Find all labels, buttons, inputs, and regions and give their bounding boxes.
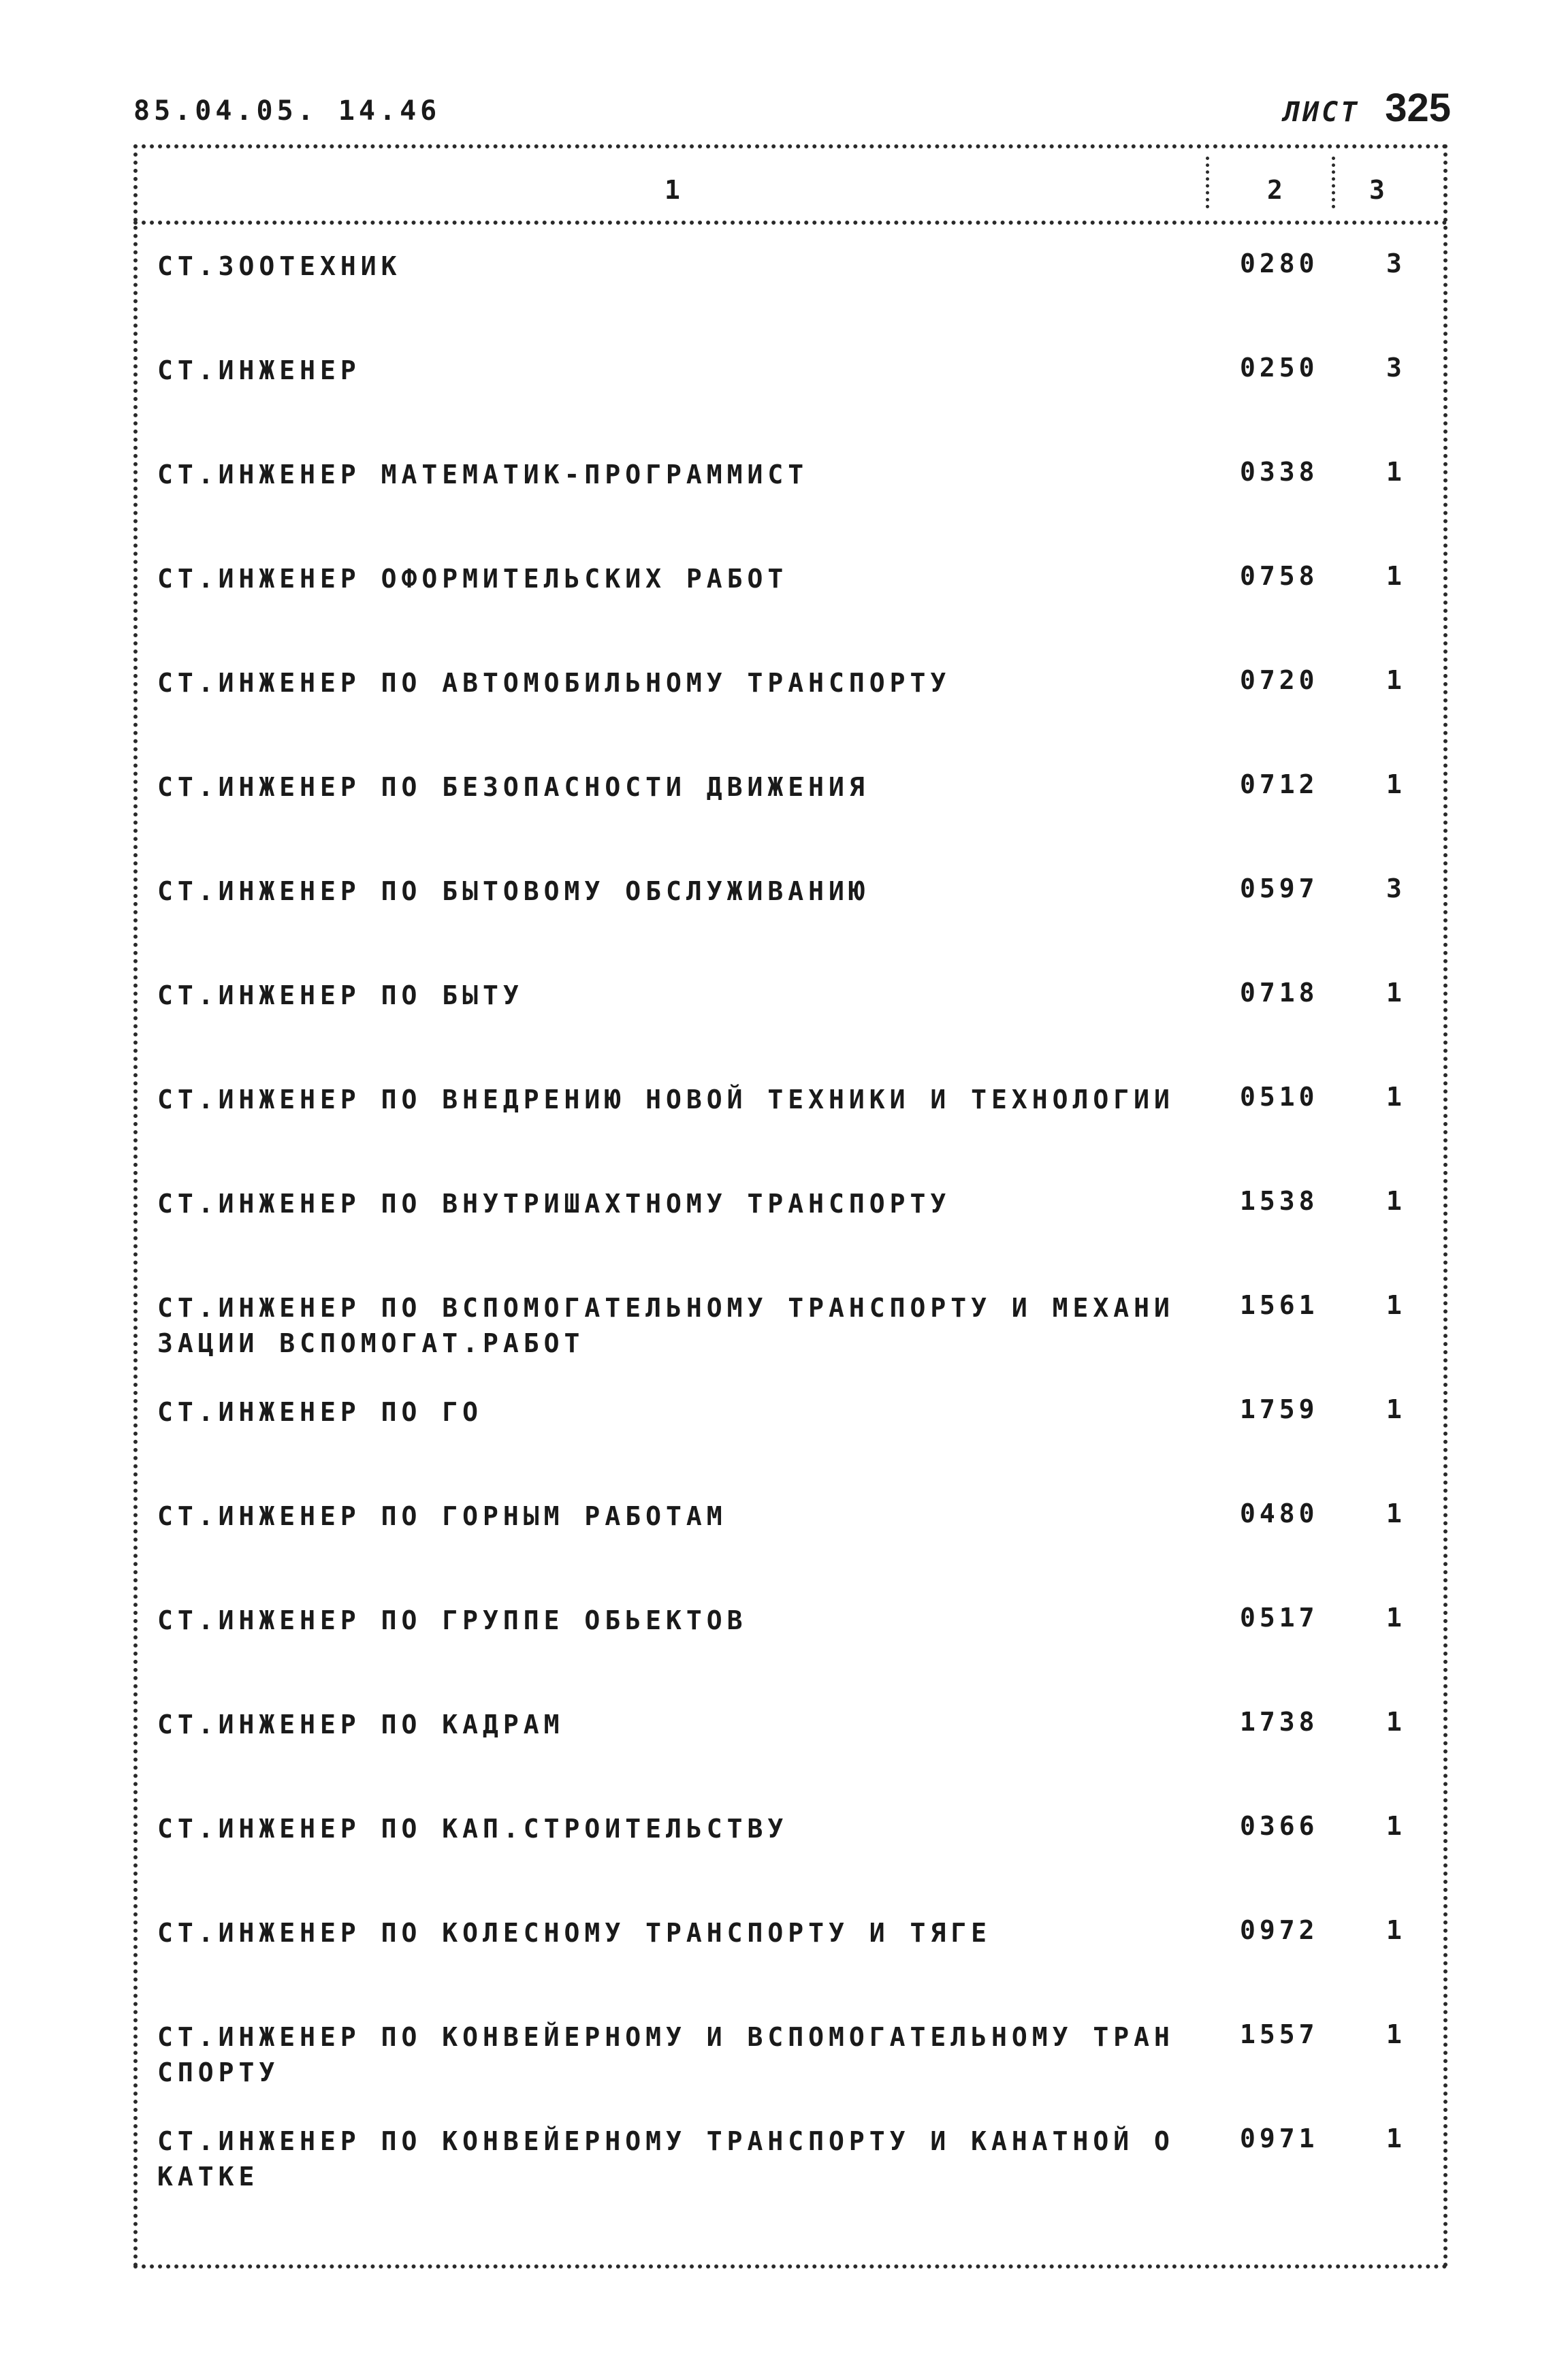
position-name: СТ.ИНЖЕНЕР МАТЕМАТИК-ПРОГРАММИСТ [157, 460, 809, 490]
position-category: 1 [1386, 1394, 1407, 1424]
table-row [133, 641, 1447, 746]
print-datetime: 85.04.05. 14.46 [133, 95, 441, 127]
position-code: 1561 [1240, 1290, 1319, 1320]
position-category: 1 [1386, 2019, 1407, 2049]
position-code: 0517 [1240, 1603, 1319, 1633]
position-name: СТ.ИНЖЕНЕР ПО ВСПОМОГАТЕЛЬНОМУ ТРАНСПОРТУ И МЕХАНИ ЗАЦИИ ВСПОМОГАТ.РАБОТ [157, 1293, 1174, 1358]
position-code: 0971 [1240, 2123, 1319, 2153]
table-row [133, 1162, 1447, 1266]
sheet-number: 325 [1385, 86, 1452, 130]
position-code: 0280 [1240, 249, 1319, 278]
position-name: СТ.ИНЖЕНЕР ПО КАДРАМ [157, 1710, 564, 1740]
table-row [133, 850, 1447, 954]
position-code: 0758 [1240, 561, 1319, 591]
sheet-header [1283, 85, 1451, 131]
position-name: СТ.ИНЖЕНЕР ПО БЫТУ [157, 980, 524, 1010]
position-name: СТ.ИНЖЕНЕР [157, 355, 361, 385]
position-code: 0510 [1240, 1082, 1319, 1112]
position-name: СТ.ИНЖЕНЕР ПО ГОРНЫМ РАБОТАМ [157, 1501, 727, 1531]
position-category: 1 [1386, 665, 1407, 695]
position-code: 0250 [1240, 353, 1319, 383]
position-category: 1 [1386, 1707, 1407, 1737]
position-name: СТ.ИНЖЕНЕР ПО КАП.СТРОИТЕЛЬСТВУ [157, 1814, 788, 1844]
position-name: СТ.ИНЖЕНЕР ПО КОЛЕСНОМУ ТРАНСПОРТУ И ТЯГЕ [157, 1918, 991, 1948]
position-category: 3 [1386, 353, 1407, 383]
table-row [133, 329, 1447, 433]
column-divider [1332, 157, 1335, 208]
position-code: 0338 [1240, 457, 1319, 487]
table-row [133, 1787, 1447, 1891]
table-row [133, 433, 1447, 537]
position-category: 3 [1386, 874, 1407, 903]
position-name: СТ.ИНЖЕНЕР ПО ВНЕДРЕНИЮ НОВОЙ ТЕХНИКИ И ТЕХНОЛОГИИ [157, 1085, 1174, 1115]
position-name: СТ.ИНЖЕНЕР ПО ВНУТРИШАХТНОМУ ТРАНСПОРТУ [157, 1189, 951, 1219]
position-category: 1 [1386, 978, 1407, 1008]
position-name: СТ.ИНЖЕНЕР ПО АВТОМОБИЛЬНОМУ ТРАНСПОРТУ [157, 668, 951, 698]
position-category: 3 [1386, 249, 1407, 278]
position-name: СТ.ИНЖЕНЕР ПО БЕЗОПАСНОСТИ ДВИЖЕНИЯ [157, 772, 869, 802]
table-row [133, 954, 1447, 1058]
position-code: 0720 [1240, 665, 1319, 695]
position-category: 1 [1386, 457, 1407, 487]
table-row [133, 1996, 1447, 2100]
position-code: 1557 [1240, 2019, 1319, 2049]
table-row [133, 1266, 1447, 1371]
position-category: 1 [1386, 1082, 1407, 1112]
position-name: СТ.ИНЖЕНЕР ОФОРМИТЕЛЬСКИХ РАБОТ [157, 564, 788, 594]
position-name: СТ.ИНЖЕНЕР ПО ГО [157, 1397, 483, 1427]
position-name: СТ.ИНЖЕНЕР ПО КОНВЕЙЕРНОМУ ТРАНСПОРТУ И КАНАТНОЙ О КАТКЕ [157, 2126, 1174, 2192]
column-header-1: 1 [665, 175, 680, 205]
table-row [133, 225, 1447, 329]
position-name: СТ.ЗООТЕХНИК [157, 251, 402, 281]
position-category: 1 [1386, 1811, 1407, 1841]
position-name: СТ.ИНЖЕНЕР ПО КОНВЕЙЕРНОМУ И ВСПОМОГАТЕЛЬНОМУ ТРАН СПОРТУ [157, 2022, 1174, 2087]
table-row [133, 1475, 1447, 1579]
table-row [133, 1891, 1447, 1996]
position-name: СТ.ИНЖЕНЕР ПО ГРУППЕ ОБЬЕКТОВ [157, 1605, 748, 1635]
position-name: СТ.ИНЖЕНЕР ПО БЫТОВОМУ ОБСЛУЖИВАНИЮ [157, 876, 869, 906]
column-header-3: 3 [1369, 175, 1385, 205]
position-code: 1759 [1240, 1394, 1319, 1424]
position-code: 0972 [1240, 1915, 1319, 1945]
position-category: 1 [1386, 1915, 1407, 1945]
table-row [133, 1058, 1447, 1162]
table-row [133, 1579, 1447, 1683]
table-row [133, 1371, 1447, 1475]
column-divider [1206, 157, 1209, 208]
table-row [133, 1683, 1447, 1787]
position-code: 0718 [1240, 978, 1319, 1008]
position-code: 1738 [1240, 1707, 1319, 1737]
position-category: 1 [1386, 1498, 1407, 1528]
position-code: 0366 [1240, 1811, 1319, 1841]
position-category: 1 [1386, 1290, 1407, 1320]
position-code: 0712 [1240, 769, 1319, 799]
table-row [133, 537, 1447, 641]
position-code: 0480 [1240, 1498, 1319, 1528]
position-code: 1538 [1240, 1186, 1319, 1216]
column-header-2: 2 [1267, 175, 1283, 205]
position-category: 1 [1386, 1603, 1407, 1633]
sheet-label: ЛИСТ [1283, 97, 1360, 128]
position-code: 0597 [1240, 874, 1319, 903]
table-body [133, 225, 1447, 2204]
table-row [133, 2100, 1447, 2204]
table-row [133, 746, 1447, 850]
column-header-row [133, 144, 1447, 225]
position-category: 1 [1386, 1186, 1407, 1216]
position-category: 1 [1386, 769, 1407, 799]
position-category: 1 [1386, 561, 1407, 591]
position-category: 1 [1386, 2123, 1407, 2153]
